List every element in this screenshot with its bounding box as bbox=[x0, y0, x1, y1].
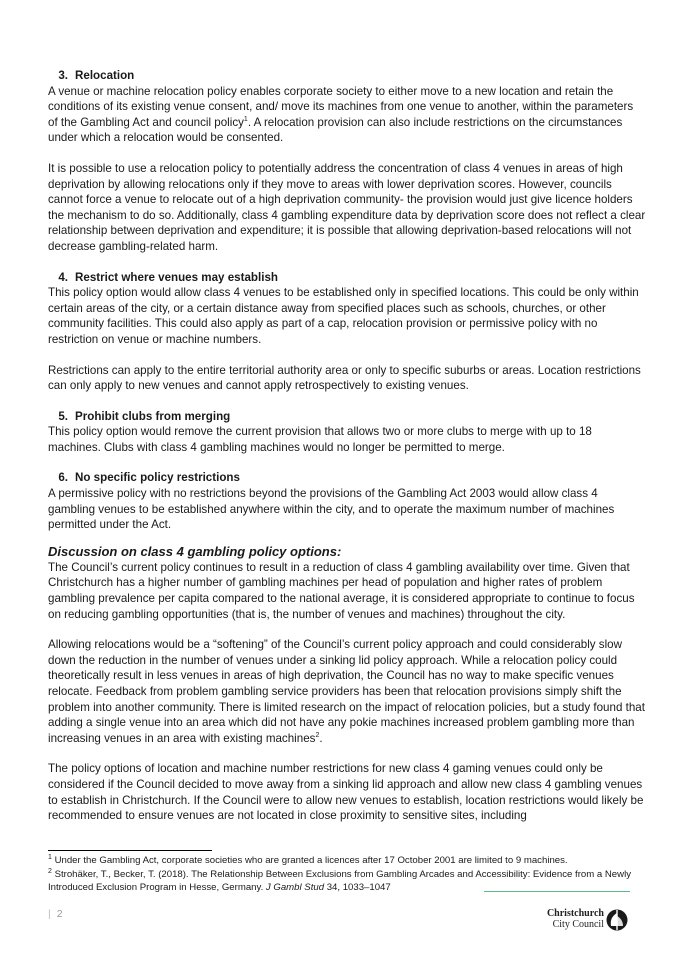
logo-line-2: City Council bbox=[552, 919, 604, 930]
footnote-ref[interactable]: 2 bbox=[315, 731, 320, 739]
paragraph: This policy option would remove the current provision that allows two or more clubs to merge with up to 18 machines. Clubs with class 4 gambling machines would no longer be permitted to merge. bbox=[48, 425, 592, 454]
section-title: Restrict where venues may establish bbox=[75, 270, 278, 284]
paragraph: Restrictions can apply to the entire territorial authority area or only to specific suburbs or areas. Location restrictions can only apply to new venues and cannot apply retrospectively to existing venues. bbox=[48, 363, 641, 393]
section-title: Relocation bbox=[75, 69, 135, 82]
section-title: Prohibit clubs from merging bbox=[75, 409, 231, 423]
section-title: No specific policy restrictions bbox=[75, 471, 240, 485]
footnote-2: $^2$ Strohäker, T., Becker, T. (2018). The Relationship Between Exclusions from Gambling Arcades and Accessibility: Evidence from a Newly Introduced Exclusion Program in Hesse, Germany. J Gambl Stud 34, 1033–1047 bbox=[48, 867, 632, 894]
section-number: 3. bbox=[58, 69, 68, 82]
section-heading bbox=[48, 68, 646, 84]
section-number: 4. bbox=[58, 270, 68, 284]
footnotes bbox=[48, 854, 648, 895]
section-number: 5. bbox=[58, 409, 68, 423]
section-number: 6. bbox=[58, 471, 68, 485]
council-logo bbox=[536, 908, 632, 936]
section-heading bbox=[48, 470, 646, 486]
footnote-1: $^1$ Under the Gambling Act, corporate societies who are granted a licences after 17 October 2001 are limited to 9 machines. bbox=[48, 853, 568, 866]
page-number: | 2 bbox=[48, 908, 63, 920]
paragraph: It is possible to use a relocation policy to potentially address the concentration of class 4 venues in areas of high deprivation by allowing relocations only if they move to areas with lower deprivation scores. However, councils cannot force a venue to relocate out of a high deprivation community- the provision would just give licence holders the mechanism to do so. Additionally, class 4 gambling expenditure data by deprivation score does not reflect a clear relationship between deprivation and expenditure; it is possible that allowing deprivation-based relocations will not decrease gambling-related harm. bbox=[48, 161, 646, 253]
paragraph: A venue or machine relocation policy enables corporate society to either move to a new location and retain the conditions of its existing venue consent, and/ move its machines from one venue to another, within the parameters of the Gambling Act and council policy$^1$. A relocation provision can also include restrictions on the circumstances under which a relocation would be consented. bbox=[48, 84, 634, 145]
council-emblem-icon bbox=[606, 909, 628, 931]
page-number-divider: | bbox=[48, 908, 51, 920]
logo-line-1: Christchurch bbox=[546, 908, 604, 919]
paragraph: Allowing relocations would be a “softening” of the Council’s current policy approach and could considerably slow down the reduction in the number of venues under a sinking lid policy approach. While a relocation policy could theoretically result in less venues in areas of high deprivation, the Council has no way to make specific venues relocate. Feedback from problem gambling service providers has been that relocation provisions simply shift the problem into another community. There is limited research on the impact of relocation policies, but a study found that adding a single venue into an area which did not have any pokie machines increased problem gambling more than increasing venues in an area with existing machines$^2$. bbox=[48, 638, 645, 745]
section-heading bbox=[48, 409, 646, 425]
paragraph: A permissive policy with no restrictions beyond the provisions of the Gambling Act 2003 would allow class 4 gambling venues to be established anywhere within the city, and to operate the maximum number of machines permitted under the Act. bbox=[48, 487, 615, 532]
discussion-heading: Discussion on class 4 gambling policy options: bbox=[48, 543, 342, 559]
accent-line bbox=[484, 891, 630, 892]
document-body bbox=[48, 68, 646, 824]
footnote-ref[interactable]: 1 bbox=[243, 115, 248, 123]
paragraph: The Council’s current policy continues to result in a reduction of class 4 gambling availability over time. Given that Christchurch has a higher number of gambling machines per head of population and higher rates of problem gambling prevalence per capita compared to the national average, it is considered appropriate to continue to focus on reducing gambling opportunities (that is, the number of venues and machines) throughout the city. bbox=[48, 560, 635, 621]
footnote-divider bbox=[48, 850, 212, 851]
section-heading bbox=[48, 270, 646, 286]
paragraph: The policy options of location and machine number restrictions for new class 4 gaming venues could only be considered if the Council decided to move away from a sinking lid approach and allow new class 4 gambling venues to establish in Christchurch. If the Council were to allow new venues to establish, location restrictions would likely be recommended to ensure venues are not located in close proximity to sensitive sites, including bbox=[48, 762, 644, 823]
paragraph: This policy option would allow class 4 venues to be established only in specified locations. This could be only within certain areas of the city, or a certain distance away from specified places such as schools, churches, or other community facilities. This could also apply as part of a cap, relocation provision or permissive policy with no restriction on venue or machine numbers. bbox=[48, 286, 639, 346]
